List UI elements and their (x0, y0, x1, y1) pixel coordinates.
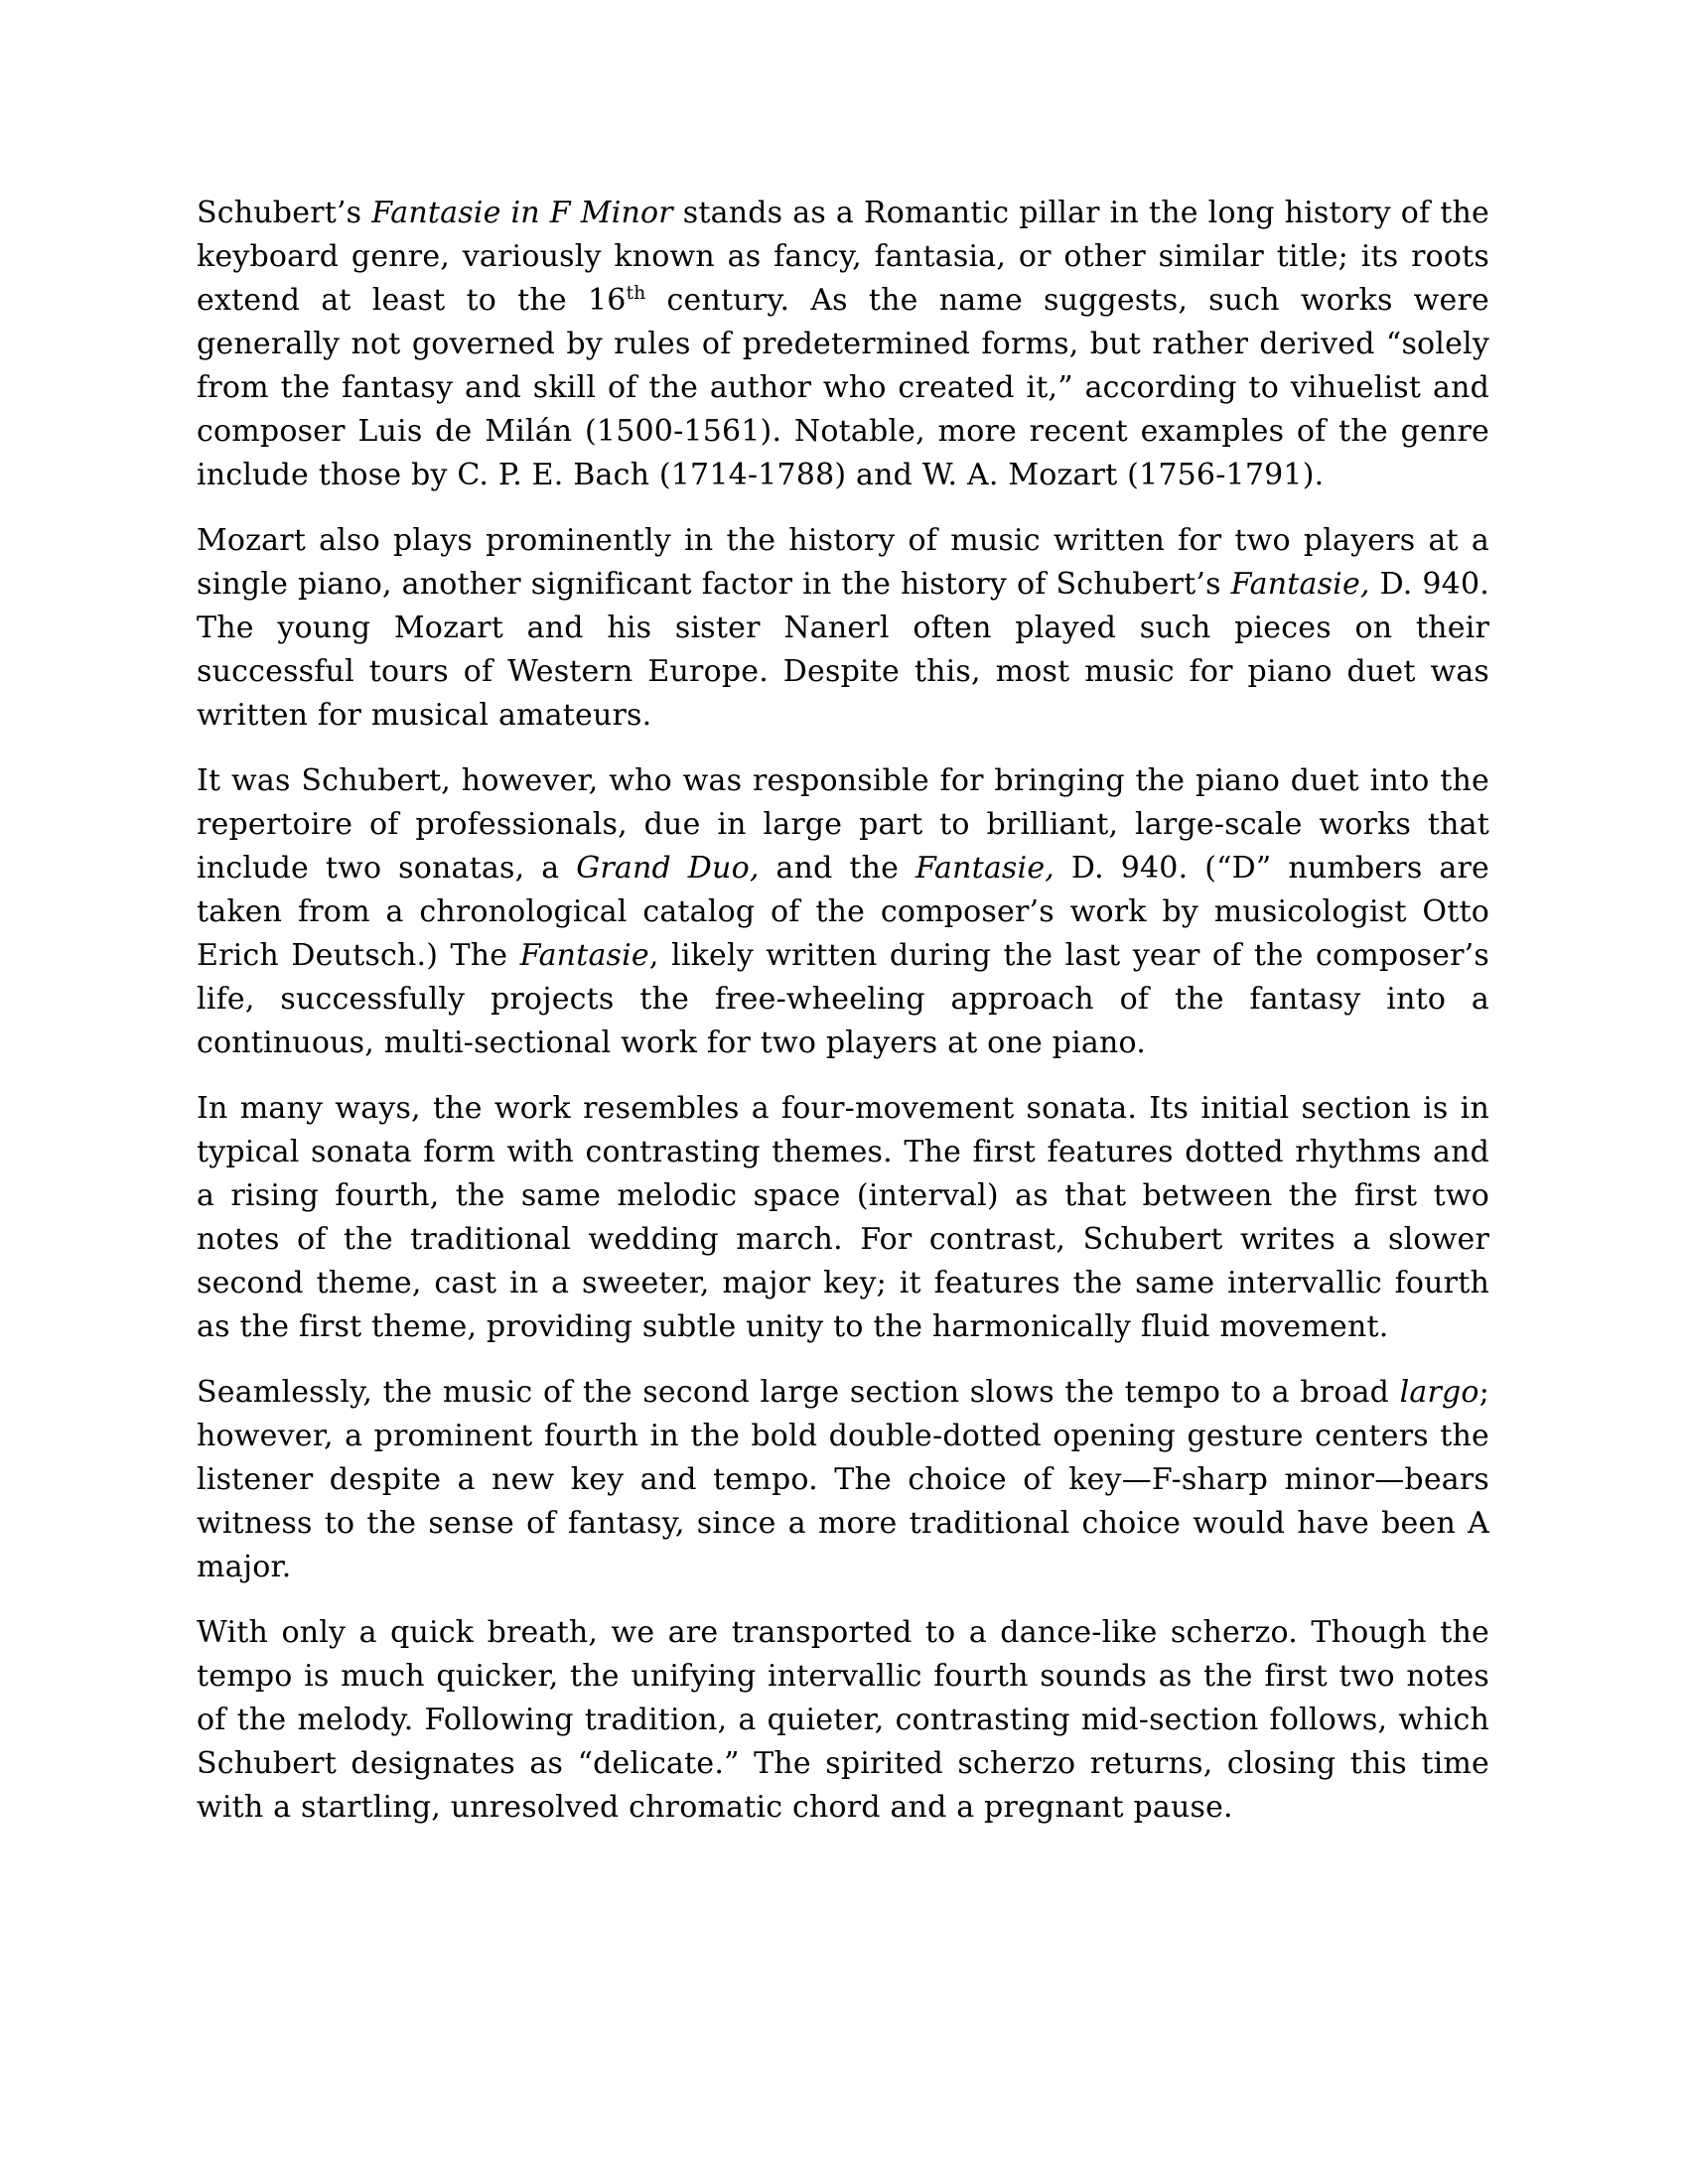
text-run: D. 940. (“D” numbers are taken from a chronological catalog of the composer’s work by musicologist Otto Erich Deutsch.) The (197, 851, 1489, 973)
text-run: In many ways, the work resembles a four-movement sonata. Its initial section is in typical sonata form with contrasting themes. The first features dotted rhythms and a rising fourth, the same melodic space (interval) as that between the first two notes of the traditional wedding march. For contrast, Schubert writes a slower second theme, cast in a sweeter, major key; it features the same intervallic fourth as the first theme, providing subtle unity to the harmonically fluid movement. (197, 1091, 1489, 1344)
text-run: It was Schubert, however, who was responsible for bringing the piano duet into the repertoire of professionals, due in large part to brilliant, large-scale works that include two sonatas, a (197, 763, 1489, 886)
document-body (197, 192, 1489, 1830)
text-run: Schubert’s (197, 196, 372, 230)
paragraph-1 (197, 192, 1489, 497)
text-run: stands as a Romantic pillar in the long history of the keyboard genre, variously known as fancy, fantasia, or other similar title; its roots extend at least to the 16 (197, 196, 1489, 318)
italic-text: Fantasie in F Minor (371, 196, 673, 230)
italic-text: Fantasie, (1230, 567, 1370, 602)
text-run: Mozart also plays prominently in the history of music written for two players at a single piano, another significant factor in the history of Schubert’s (197, 523, 1489, 602)
paragraph-6 (197, 1611, 1489, 1830)
text-run: century. As the name suggests, such works were generally not governed by rules of predetermined forms, but rather derived “solely from the fantasy and skill of the author who created it,” according to vihuelist and composer Luis de Milán (1500-1561). Notable, more recent examples of the genre include those by C. P. E. Bach (1714-1788) and W. A. Mozart (1756-1791). (197, 283, 1489, 492)
paragraph-2 (197, 519, 1489, 738)
italic-text: Fantasie, (915, 851, 1055, 886)
superscript-text: th (626, 283, 646, 304)
italic-text: Grand Duo, (576, 851, 760, 886)
text-run: Seamlessly, the music of the second large section slows the tempo to a broad (197, 1375, 1400, 1410)
text-run: With only a quick breath, we are transported to a dance-like scherzo. Though the tempo is much quicker, the unifying intervallic fourth sounds as the first two notes of the melody. Following tradition, a quieter, contrasting mid-section follows, which Schubert designates as “delicate.” The spirited scherzo returns, closing this time with a startling, unresolved chromatic chord and a pregnant pause. (197, 1615, 1489, 1825)
italic-text: largo (1399, 1375, 1479, 1410)
text-run: D. 940. The young Mozart and his sister Nanerl often played such pieces on their successful tours of Western Europe. Despite this, most music for piano duet was written for musical amateurs. (197, 567, 1489, 733)
text-run: and the (759, 851, 915, 886)
text-run: ; however, a prominent fourth in the bold double-dotted opening gesture centers the listener despite a new key and tempo. The choice of key—F-sharp minor—bears witness to the sense of fantasy, since a more traditional choice would have been A major. (197, 1375, 1489, 1584)
italic-text: Fantasie (519, 938, 649, 973)
paragraph-4 (197, 1087, 1489, 1349)
text-run: , likely written during the last year of the composer’s life, successfully projects the free-wheeling approach of the fantasy into a continuous, multi-sectional work for two players at one piano. (197, 938, 1490, 1060)
paragraph-5 (197, 1371, 1489, 1589)
paragraph-3 (197, 759, 1489, 1065)
